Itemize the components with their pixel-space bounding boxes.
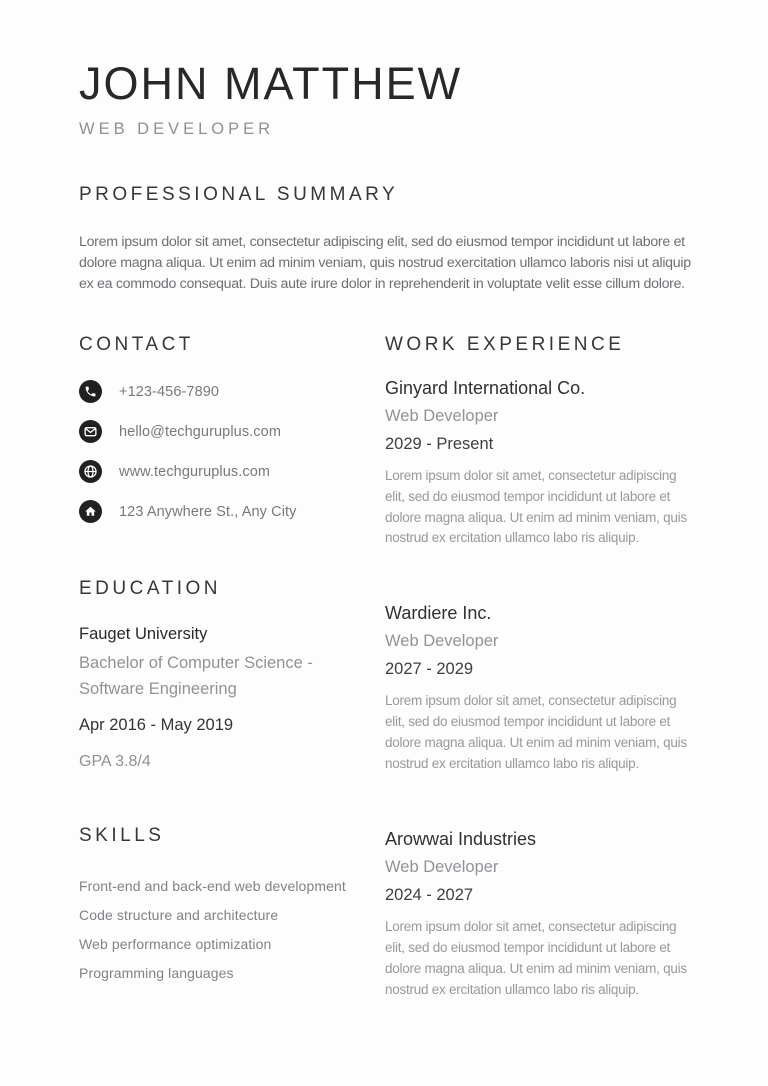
contact-heading: CONTACT (79, 333, 194, 355)
contact-website-text: www.techguruplus.com (119, 463, 271, 480)
job-position: Web Developer (385, 632, 499, 651)
contact-item-website (79, 460, 355, 484)
contact-item-address (79, 500, 355, 524)
education-dates: Apr 2016 - May 2019 (79, 716, 234, 735)
job-company: Ginyard International Co. (385, 377, 586, 398)
skill-item: Programming languages (79, 965, 234, 982)
globe-icon (79, 460, 102, 483)
job-dates: 2027 - 2029 (385, 660, 474, 679)
contact-list (79, 380, 355, 524)
job-description: Lorem ipsum dolor sit amet, consectetur adipiscing elit, sed do eiusmod tempor incididunt ut labore et dolore magna aliqua. Ut enim ad minim veniam, quis nostrud ex ercitation ullamco labo ris aliquip. (385, 919, 687, 997)
education-degree: Bachelor of Computer Science - Software Engineering (79, 654, 313, 698)
job-entry (385, 603, 696, 775)
job-entry (385, 378, 696, 550)
job-company: Wardiere Inc. (385, 603, 492, 624)
work-experience-heading: WORK EXPERIENCE (385, 333, 625, 355)
two-column-body (79, 333, 696, 1055)
skills-section (79, 824, 355, 988)
education-section (79, 577, 355, 772)
job-entry (385, 829, 696, 1001)
summary-section (79, 183, 696, 295)
contact-item-phone (79, 380, 355, 404)
skill-item: Web performance optimization (79, 936, 272, 953)
education-heading: EDUCATION (79, 577, 221, 599)
left-column (79, 333, 355, 1055)
summary-text: Lorem ipsum dolor sit amet, consectetur adipiscing elit, sed do eiusmod tempor incididunt ut labore et dolore magna aliqua. Ut enim ad minim veniam, quis nostrud exercitation ullamco laboris nisi ut aliquip ex ea commodo consequat. Duis aute irure dolor in reprehenderit in voluptate velit esse cillum dolore. (79, 233, 691, 292)
education-school: Fauget University (79, 625, 208, 644)
summary-heading: PROFESSIONAL SUMMARY (79, 184, 399, 206)
contact-section (79, 333, 355, 524)
skill-item: Front-end and back-end web development (79, 878, 346, 895)
job-position: Web Developer (385, 858, 499, 877)
skills-list (79, 872, 355, 988)
person-role: WEB DEVELOPER (79, 120, 275, 139)
skill-item: Code structure and architecture (79, 907, 279, 924)
email-icon (79, 420, 102, 443)
contact-phone-text: +123-456-7890 (119, 383, 220, 400)
job-description: Lorem ipsum dolor sit amet, consectetur adipiscing elit, sed do eiusmod tempor incididunt ut labore et dolore magna aliqua. Ut enim ad minim veniam, quis nostrud ex ercitation ullamco labo ris aliquip. (385, 693, 687, 772)
resume-header (79, 60, 696, 139)
job-company: Arowwai Industries (385, 829, 537, 850)
job-description: Lorem ipsum dolor sit amet, consectetur adipiscing elit, sed do eiusmod tempor incididunt ut labore et dolore magna aliqua. Ut enim ad minim veniam, quis nostrud ex ercitation ullamco labo ris aliquip. (385, 467, 687, 546)
contact-item-email (79, 420, 355, 444)
job-position: Web Developer (385, 406, 499, 425)
work-experience-section (385, 333, 696, 1001)
contact-address-text: 123 Anywhere St., Any City (119, 503, 297, 520)
job-dates: 2029 - Present (385, 434, 494, 453)
job-dates: 2024 - 2027 (385, 886, 474, 905)
person-name: JOHN MATTHEW (79, 58, 463, 109)
contact-email-text: hello@techguruplus.com (119, 423, 282, 440)
phone-icon (79, 380, 102, 403)
skills-heading: SKILLS (79, 825, 165, 847)
home-icon (79, 500, 102, 523)
education-gpa: GPA 3.8/4 (79, 753, 151, 771)
right-column (385, 333, 696, 1055)
